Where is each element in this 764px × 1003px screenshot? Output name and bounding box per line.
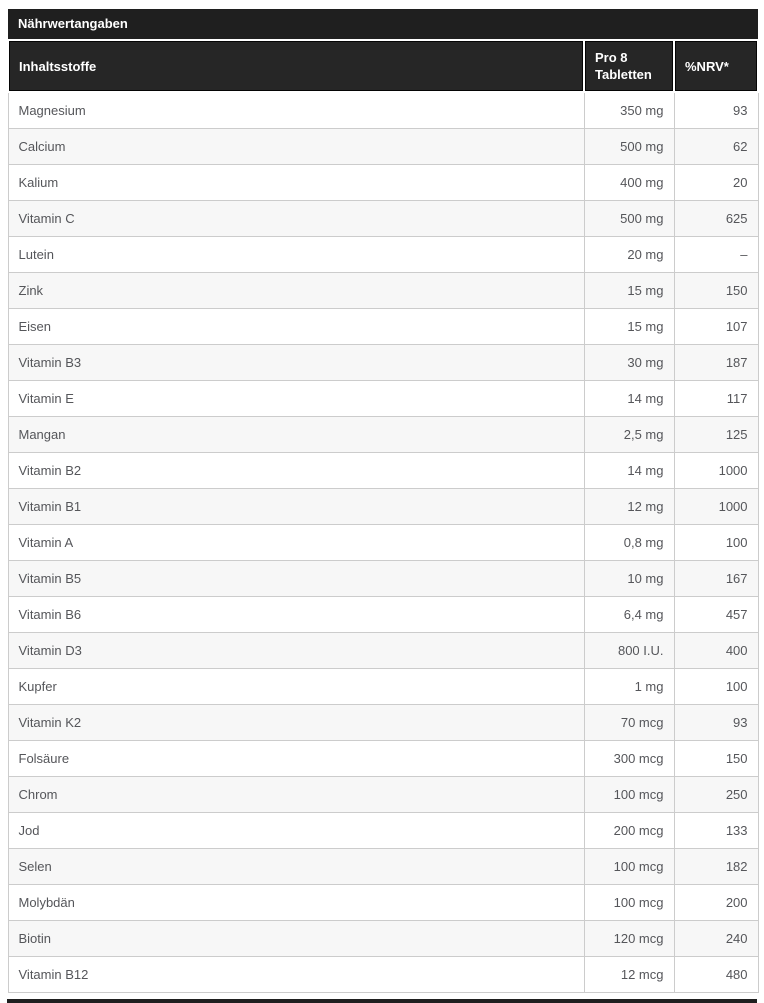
nrv-cell: 150 xyxy=(674,273,758,309)
nrv-cell: 457 xyxy=(674,597,758,633)
nutrient-name-cell: Vitamin C xyxy=(8,201,584,237)
nutrient-name-cell: Folsäure xyxy=(8,741,584,777)
nrv-cell: 133 xyxy=(674,813,758,849)
column-header-row xyxy=(8,40,758,92)
amount-cell: 300 mcg xyxy=(584,741,674,777)
nutrient-name-cell: Vitamin B12 xyxy=(8,957,584,993)
nutrition-table xyxy=(7,9,759,993)
table-body xyxy=(8,92,758,993)
nrv-cell: 1000 xyxy=(674,489,758,525)
table-row xyxy=(8,885,758,921)
nrv-cell: 1000 xyxy=(674,453,758,489)
table-row xyxy=(8,525,758,561)
nrv-cell: – xyxy=(674,237,758,273)
table-row xyxy=(8,345,758,381)
amount-cell: 800 I.U. xyxy=(584,633,674,669)
amount-cell: 10 mg xyxy=(584,561,674,597)
nrv-cell: 200 xyxy=(674,885,758,921)
nrv-cell: 250 xyxy=(674,777,758,813)
amount-cell: 200 mcg xyxy=(584,813,674,849)
nrv-cell: 150 xyxy=(674,741,758,777)
nutrient-name-cell: Jod xyxy=(8,813,584,849)
column-header-nrv: %NRV* xyxy=(674,40,758,92)
amount-cell: 100 mcg xyxy=(584,885,674,921)
table-row xyxy=(8,741,758,777)
amount-cell: 70 mcg xyxy=(584,705,674,741)
table-row xyxy=(8,489,758,525)
nutrient-name-cell: Lutein xyxy=(8,237,584,273)
amount-cell: 15 mg xyxy=(584,309,674,345)
nutrient-name-cell: Eisen xyxy=(8,309,584,345)
nrv-cell: 93 xyxy=(674,705,758,741)
table-row xyxy=(8,165,758,201)
nutrient-name-cell: Chrom xyxy=(8,777,584,813)
nrv-cell: 93 xyxy=(674,92,758,129)
amount-cell: 30 mg xyxy=(584,345,674,381)
table-row xyxy=(8,92,758,129)
nrv-cell: 117 xyxy=(674,381,758,417)
table-row xyxy=(8,705,758,741)
nutrient-name-cell: Biotin xyxy=(8,921,584,957)
amount-cell: 2,5 mg xyxy=(584,417,674,453)
nutrient-name-cell: Vitamin K2 xyxy=(8,705,584,741)
table-row xyxy=(8,201,758,237)
nrv-cell: 167 xyxy=(674,561,758,597)
nutrient-name-cell: Vitamin D3 xyxy=(8,633,584,669)
amount-cell: 12 mcg xyxy=(584,957,674,993)
table-row xyxy=(8,597,758,633)
nutrient-name-cell: Molybdän xyxy=(8,885,584,921)
amount-cell: 120 mcg xyxy=(584,921,674,957)
table-row xyxy=(8,381,758,417)
nrv-cell: 62 xyxy=(674,129,758,165)
nrv-cell: 107 xyxy=(674,309,758,345)
amount-cell: 350 mg xyxy=(584,92,674,129)
table-row xyxy=(8,129,758,165)
amount-cell: 100 mcg xyxy=(584,849,674,885)
amount-cell: 400 mg xyxy=(584,165,674,201)
table-row xyxy=(8,237,758,273)
nutrient-name-cell: Selen xyxy=(8,849,584,885)
amount-cell: 500 mg xyxy=(584,201,674,237)
table-head xyxy=(8,9,758,92)
nrv-cell: 20 xyxy=(674,165,758,201)
nutrient-name-cell: Vitamin B6 xyxy=(8,597,584,633)
nrv-cell: 100 xyxy=(674,525,758,561)
table-row xyxy=(8,417,758,453)
section-title: Nährwertangaben xyxy=(8,9,758,40)
nutrient-name-cell: Magnesium xyxy=(8,92,584,129)
table-row xyxy=(8,453,758,489)
amount-cell: 6,4 mg xyxy=(584,597,674,633)
nrv-cell: 400 xyxy=(674,633,758,669)
nrv-cell: 125 xyxy=(674,417,758,453)
amount-cell: 14 mg xyxy=(584,453,674,489)
nutrient-name-cell: Vitamin B1 xyxy=(8,489,584,525)
table-row xyxy=(8,561,758,597)
nrv-cell: 182 xyxy=(674,849,758,885)
nrv-cell: 240 xyxy=(674,921,758,957)
amount-cell: 20 mg xyxy=(584,237,674,273)
amount-cell: 0,8 mg xyxy=(584,525,674,561)
table-row xyxy=(8,669,758,705)
nutrient-name-cell: Zink xyxy=(8,273,584,309)
table-row xyxy=(8,273,758,309)
nrv-cell: 625 xyxy=(674,201,758,237)
nrv-cell: 480 xyxy=(674,957,758,993)
nrv-cell: 100 xyxy=(674,669,758,705)
nutrient-name-cell: Vitamin B2 xyxy=(8,453,584,489)
amount-cell: 500 mg xyxy=(584,129,674,165)
amount-cell: 14 mg xyxy=(584,381,674,417)
table-row xyxy=(8,813,758,849)
section-title-row xyxy=(8,9,758,40)
nutrient-name-cell: Vitamin E xyxy=(8,381,584,417)
nutrient-name-cell: Kalium xyxy=(8,165,584,201)
nutrient-name-cell: Vitamin B5 xyxy=(8,561,584,597)
table-row xyxy=(8,921,758,957)
table-row xyxy=(8,849,758,885)
amount-cell: 15 mg xyxy=(584,273,674,309)
nutrient-name-cell: Kupfer xyxy=(8,669,584,705)
nutrient-name-cell: Vitamin A xyxy=(8,525,584,561)
nutrient-name-cell: Mangan xyxy=(8,417,584,453)
nutrient-name-cell: Vitamin B3 xyxy=(8,345,584,381)
amount-cell: 100 mcg xyxy=(584,777,674,813)
nutrient-name-cell: Calcium xyxy=(8,129,584,165)
amount-cell: 12 mg xyxy=(584,489,674,525)
table-row xyxy=(8,777,758,813)
table-row xyxy=(8,633,758,669)
column-header-ingredients: Inhaltsstoffe xyxy=(8,40,584,92)
table-row xyxy=(8,957,758,993)
table-row xyxy=(8,309,758,345)
nrv-cell: 187 xyxy=(674,345,758,381)
column-header-per-8-tablets: Pro 8 Tabletten xyxy=(584,40,674,92)
amount-cell: 1 mg xyxy=(584,669,674,705)
